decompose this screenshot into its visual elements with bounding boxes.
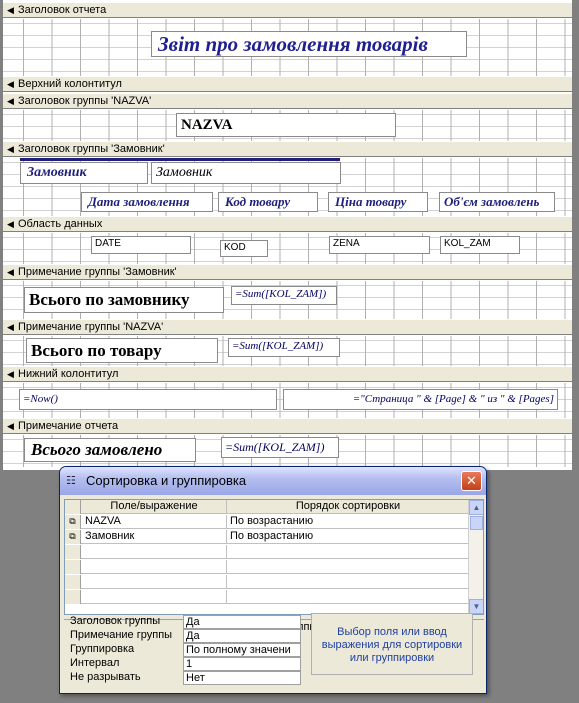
band-report-footer[interactable]: ◀ Примечание отчета — [3, 418, 572, 434]
band-arrow-icon: ◀ — [7, 369, 14, 379]
table-header — [65, 500, 469, 514]
section-group-footer-nazva[interactable] — [3, 336, 572, 366]
band-arrow-icon: ◀ — [7, 219, 14, 229]
sorting-grouping-dialog — [59, 466, 487, 694]
table-row[interactable] — [65, 560, 469, 574]
vertical-scrollbar[interactable] — [468, 500, 483, 614]
row-selector[interactable] — [65, 575, 81, 589]
zamovnik-field[interactable]: Замовник — [151, 162, 341, 184]
property-value[interactable]: Нет — [183, 671, 301, 685]
section-report-header[interactable] — [3, 19, 572, 76]
column-header-order: Порядок сортировки — [295, 500, 401, 512]
sorting-grouping-icon: ☷ — [66, 475, 76, 487]
property-row[interactable] — [70, 643, 302, 657]
table-row[interactable] — [65, 590, 469, 604]
nazva-field[interactable]: NAZVA — [176, 113, 396, 137]
band-group-footer-zamovnik[interactable]: ◀ Примечание группы 'Замовник' — [3, 264, 572, 280]
report-title[interactable]: Звіт про замовлення товарів — [151, 31, 467, 57]
table-row[interactable] — [65, 575, 469, 589]
band-group-header-zamovnik[interactable]: ◀ Заголовок группы 'Замовник' — [3, 141, 572, 157]
property-value[interactable]: 1 — [183, 657, 301, 671]
band-arrow-icon: ◀ — [7, 5, 14, 15]
property-row[interactable] — [70, 629, 302, 643]
band-page-footer[interactable]: ◀ Нижний колонтитул — [3, 366, 572, 382]
label-product-code[interactable]: Код товару — [218, 192, 318, 212]
band-arrow-icon: ◀ — [7, 79, 14, 89]
section-group-header-zamovnik[interactable] — [3, 158, 572, 216]
section-group-header-nazva[interactable] — [3, 110, 572, 141]
row-field-cell[interactable] — [82, 560, 227, 574]
band-page-header[interactable]: ◀ Верхний колонтитул — [3, 76, 572, 92]
scroll-up-icon[interactable]: ▲ — [469, 500, 484, 515]
row-field-cell[interactable] — [82, 545, 227, 559]
divider-line — [20, 158, 340, 161]
row-order-cell[interactable] — [227, 575, 469, 589]
zamovnik-label[interactable]: Замовник — [20, 162, 148, 184]
now-expr-field[interactable]: =Now() — [19, 389, 277, 410]
property-value[interactable]: Да — [183, 629, 301, 643]
kod-field[interactable]: KOD — [220, 240, 268, 257]
band-detail[interactable]: ◀ Область данных — [3, 216, 572, 232]
band-arrow-icon: ◀ — [7, 96, 14, 106]
property-label: Группировка — [70, 643, 135, 655]
total-ordered-expr[interactable]: =Sum([KOL_ZAM]) — [221, 437, 339, 458]
row-selector[interactable] — [65, 560, 81, 574]
table-row[interactable] — [65, 545, 469, 559]
row-field-cell[interactable]: Замовник — [82, 530, 227, 544]
dialog-titlebar[interactable] — [60, 467, 486, 495]
property-label: Заголовок группы — [70, 615, 161, 627]
band-report-header[interactable]: ◀ Заголовок отчета — [3, 2, 572, 18]
total-by-customer-label[interactable]: Всього по замовнику — [24, 287, 224, 313]
row-field-cell[interactable] — [82, 575, 227, 589]
close-icon[interactable]: ✕ — [461, 471, 482, 491]
property-value[interactable]: Да — [183, 615, 301, 629]
row-order-cell[interactable]: По возрастанию — [230, 515, 314, 527]
table-row[interactable] — [65, 530, 469, 544]
help-hint: Выбор поля или ввод выражения для сортировки или группировки — [311, 613, 473, 675]
header-selector — [65, 500, 81, 514]
scroll-down-icon[interactable]: ▼ — [469, 599, 484, 614]
property-value[interactable]: По полному значени — [183, 643, 301, 657]
column-header-field: Поле/выражение — [82, 500, 227, 514]
section-page-footer[interactable] — [3, 383, 572, 418]
band-arrow-icon: ◀ — [7, 421, 14, 431]
row-selector[interactable] — [65, 590, 81, 604]
total-ordered-label[interactable]: Всього замовлено — [24, 438, 196, 462]
property-row[interactable] — [70, 657, 302, 671]
property-label: Примечание группы — [70, 629, 173, 641]
row-field-cell[interactable]: NAZVA — [82, 515, 227, 529]
band-arrow-icon: ◀ — [7, 144, 14, 154]
table-row[interactable] — [65, 515, 469, 529]
label-order-date[interactable]: Дата замовлення — [81, 192, 213, 212]
row-selector[interactable] — [65, 545, 81, 559]
property-label: Интервал — [70, 657, 120, 669]
sort-group-table — [64, 499, 484, 615]
band-arrow-icon: ◀ — [7, 267, 14, 277]
zena-field[interactable]: ZENA — [329, 236, 430, 254]
scroll-thumb[interactable] — [470, 516, 483, 530]
property-label: Не разрывать — [70, 671, 141, 683]
row-order-cell[interactable] — [227, 560, 469, 574]
label-order-volume[interactable]: Об'єм замовлень — [439, 192, 555, 212]
section-report-footer[interactable] — [3, 435, 572, 467]
total-by-product-expr[interactable]: =Sum([KOL_ZAM]) — [228, 338, 340, 357]
property-row[interactable] — [70, 615, 302, 629]
band-group-header-nazva[interactable]: ◀ Заголовок группы 'NAZVA' — [3, 93, 572, 109]
group-level-icon[interactable]: ⧉ — [65, 530, 81, 544]
band-group-footer-nazva[interactable]: ◀ Примечание группы 'NAZVA' — [3, 319, 572, 335]
group-level-icon[interactable]: ⧉ — [65, 515, 81, 529]
band-arrow-icon: ◀ — [7, 322, 14, 332]
row-order-cell[interactable] — [227, 545, 469, 559]
total-by-product-label[interactable]: Всього по товару — [26, 338, 218, 363]
section-group-footer-zamovnik[interactable] — [3, 281, 572, 319]
label-product-price[interactable]: Ціна товару — [328, 192, 428, 212]
row-field-cell[interactable] — [82, 590, 227, 604]
kol-zam-field[interactable]: KOL_ZAM — [440, 236, 520, 254]
dialog-title: Сортировка и группировка — [86, 473, 247, 488]
row-order-cell[interactable]: По возрастанию — [230, 530, 314, 542]
row-order-cell[interactable] — [227, 590, 469, 604]
property-row[interactable] — [70, 671, 302, 685]
section-detail[interactable] — [3, 233, 572, 264]
date-field[interactable]: DATE — [91, 236, 191, 254]
page-number-expr-field[interactable]: ="Страница " & [Page] & " из " & [Pages] — [283, 389, 558, 410]
total-by-customer-expr[interactable]: =Sum([KOL_ZAM]) — [231, 286, 337, 305]
